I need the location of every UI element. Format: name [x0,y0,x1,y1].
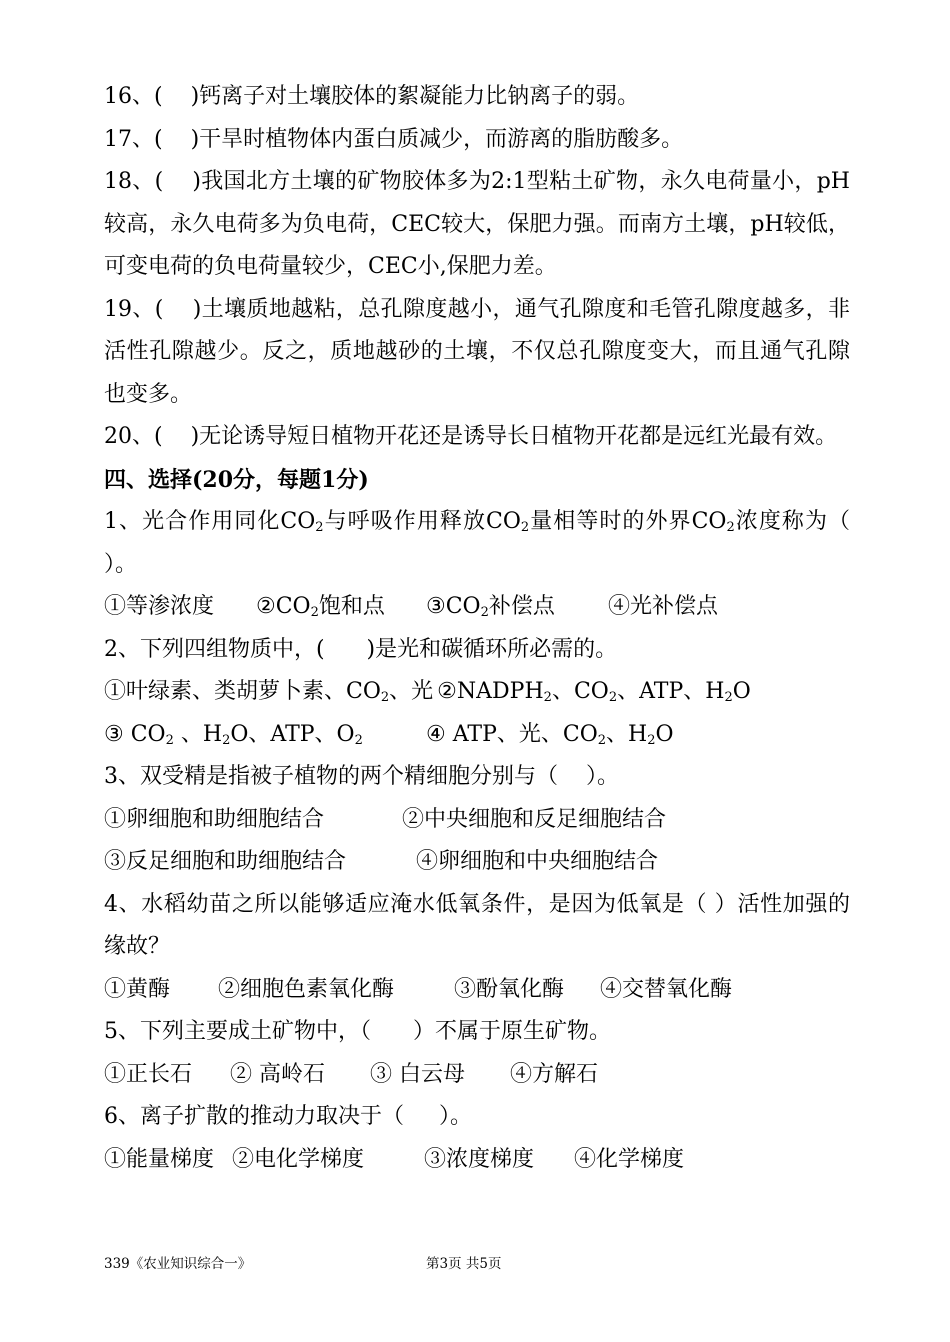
option-4: ④ ATP、光、$CO_2$、$H_2O$ [426,721,674,748]
mc-question-5-stem: 5、下列主要成土矿物中，（ ）不属于原生矿物。 [104,1019,611,1044]
option-4: ④交替氧化酶 [600,976,733,1002]
tf-question-18: 18、( )我国北方土壤的矿物胶体多为2:1型粘土矿物，永久电荷量小，pH较高，永久电荷多为负电荷，CEC较大，保肥力强。而南方土壤，pH较低，可变电荷的负电荷量较少，CEC小,保肥力差。 [104,169,850,279]
page-content [104,76,850,1181]
section-heading: 四、选择(20分，每题1分) [104,466,369,493]
mc-question-4-stem: 4、水稻幼苗之所以能够适应淹水低氧条件，是因为低氧是（ ）活性加强的缘故？ [104,891,850,959]
mc-question-4-options [104,969,850,1012]
option-3: ③浓度梯度 [424,1146,535,1172]
mc-question-5-options [104,1054,850,1097]
option-1: ①叶绿素、类胡萝卜素、$CO_2$、光 [104,679,434,705]
option-2: $②NADPH_2$、$CO_2$、ATP、$H_2O$ [437,679,751,705]
option-1: ①正长石 [104,1061,193,1087]
option-2: ②细胞色素氧化酶 [218,976,395,1002]
option-3: ③反足细胞和助细胞结合 [104,849,347,874]
tf-question-17: 17、( )干旱时植物体内蛋白质减少，而游离的脂肪酸多。 [104,126,684,152]
option-4: ④方解石 [510,1061,599,1087]
footer-course-title: 339《农业知识综合一》 [104,1256,252,1272]
tf-question-19: 19、( )土壤质地越粘，总孔隙度越小，通气孔隙度和毛管孔隙度越多，非活性孔隙越少。反之，质地越砂的土壤，不仅总孔隙度变大，而且通气孔隙也变多。 [104,296,850,407]
option-2: ②电化学梯度 [232,1146,365,1172]
mc-question-1-stem: 1、光合作用同化$CO_2$与呼吸作用释放$CO_2$量相等时的外界$CO_2$浓度称为（ ）。 [104,509,850,577]
option-1: ①卵细胞和助细胞结合 [104,806,325,832]
mc-question-1-options [104,586,850,629]
mc-question-6-stem: 6、离子扩散的推动力取决于（ ）。 [104,1104,472,1129]
option-4: ④化学梯度 [574,1146,685,1172]
mc-question-3-options-row-2 [104,841,850,884]
option-1: ①等渗浓度 [104,594,215,619]
tf-question-16: 16、( )钙离子对土壤胶体的絮凝能力比钠离子的弱。 [104,84,640,109]
mc-question-3-stem: 3、双受精是指被子植物的两个精细胞分别与（ ）。 [104,764,619,789]
option-1: ①能量梯度 [104,1146,215,1172]
option-1: ①黄酶 [104,976,171,1002]
option-3: ③酚氧化酶 [454,976,565,1002]
option-2: ② 高岭石 [230,1061,325,1087]
option-3: $③CO_2$补偿点 [426,594,555,620]
option-4: ④光补偿点 [608,594,719,619]
option-4: ④卵细胞和中央细胞结合 [416,849,659,874]
tf-question-20: 20、( )无论诱导短日植物开花还是诱导长日植物开花都是远红光最有效。 [104,424,838,449]
mc-question-6-options [104,1139,850,1182]
mc-question-2-options-row-1 [104,671,850,714]
mc-question-2-stem: 2、下列四组物质中，( )是光和碳循环所必需的。 [104,636,618,662]
option-3: ③ $CO_2$ 、$H_2O$、ATP、$O_2$ [104,721,363,748]
option-2: ②中央细胞和反足细胞结合 [402,806,667,832]
option-2: $②CO_2$饱和点 [256,594,385,620]
mc-question-2-options-row-2 [104,714,850,757]
footer-page-number: 第3页 共5页 [426,1256,502,1272]
page-footer [104,1254,850,1274]
mc-question-3-options-row-1 [104,799,850,842]
option-3: ③ 白云母 [370,1061,465,1087]
